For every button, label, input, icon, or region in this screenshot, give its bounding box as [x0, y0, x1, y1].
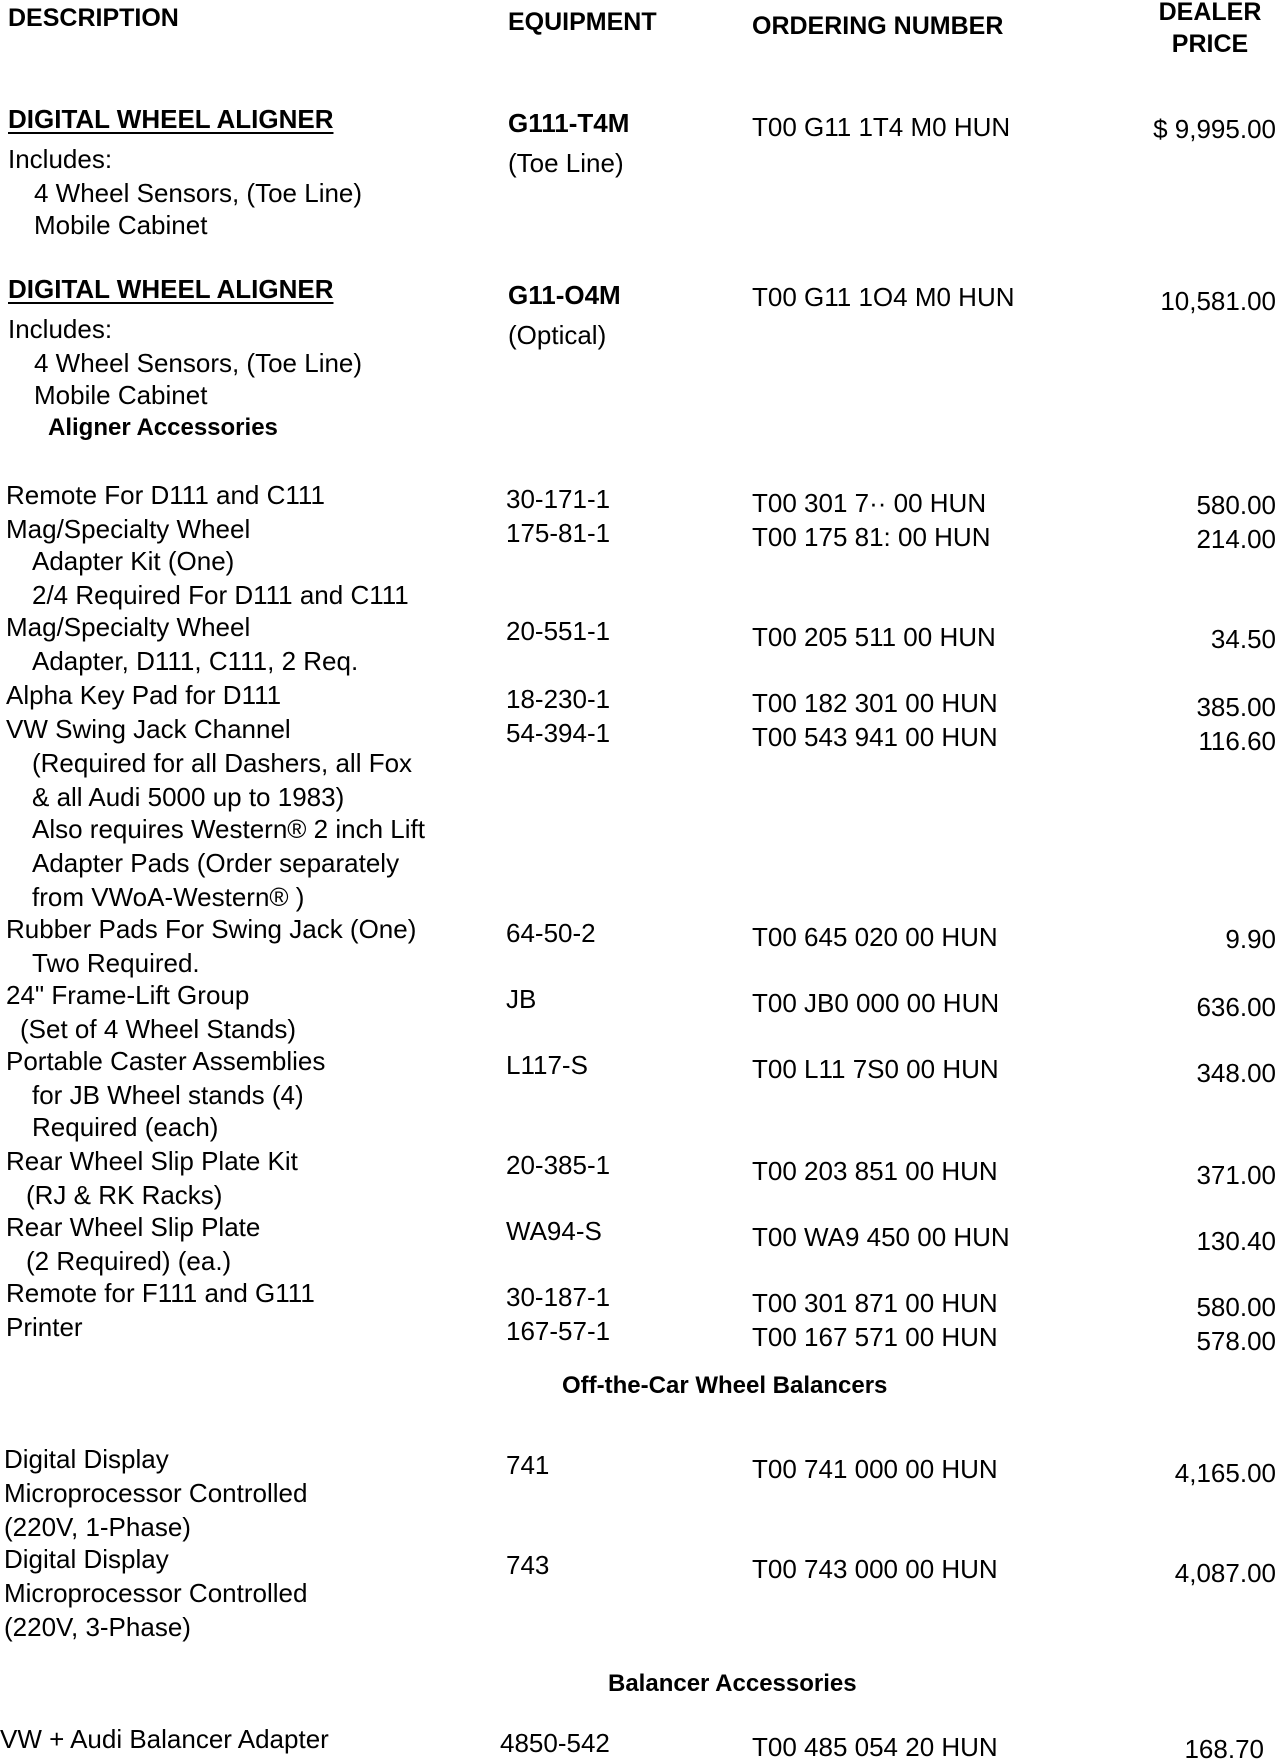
aligner-t4m-equipment-note: (Toe Line)	[508, 148, 624, 178]
item-price: 580.00	[1196, 1292, 1276, 1322]
item-price: 385.00	[1196, 692, 1276, 722]
item-desc: 24" Frame-Lift Group	[6, 980, 250, 1010]
item-ordering: T00 301 871 00 HUN	[752, 1288, 998, 1318]
item-desc-cont: Adapter Pads (Order separately	[32, 848, 400, 878]
aligner-t4m-includes: Includes:	[8, 144, 113, 174]
balancer-ordering: T00 741 000 00 HUN	[752, 1454, 998, 1484]
item-equipment: 54-394-1	[506, 718, 611, 748]
item-desc-cont: Adapter Kit (One)	[32, 546, 235, 576]
item-desc: Rubber Pads For Swing Jack (One)	[6, 914, 417, 944]
item-equipment: L117-S	[506, 1050, 588, 1080]
aligner-t4m-line: Mobile Cabinet	[34, 210, 208, 240]
header-ordering-number: ORDERING NUMBER	[752, 12, 1004, 40]
balancer-equipment: 743	[506, 1550, 550, 1580]
item-price: 580.00	[1196, 490, 1276, 520]
item-equipment: 20-551-1	[506, 616, 611, 646]
balancer-accessory-equipment: 4850-542	[500, 1728, 610, 1758]
section-aligner-accessories: Aligner Accessories	[48, 414, 278, 441]
item-equipment: WA94-S	[506, 1216, 602, 1246]
item-ordering: T00 182 301 00 HUN	[752, 688, 998, 718]
balancer-line: (220V, 3-Phase)	[4, 1612, 191, 1642]
item-desc-cont: Adapter, D111, C111, 2 Req.	[32, 646, 359, 676]
item-price: 34.50	[1210, 624, 1276, 654]
aligner-o4m-title: DIGITAL WHEEL ALIGNER	[8, 274, 334, 304]
item-desc-cont: from VWoA-Western® )	[32, 882, 305, 912]
section-balancer-accessories: Balancer Accessories	[608, 1670, 857, 1697]
item-desc: Mag/Specialty Wheel	[6, 514, 251, 544]
item-ordering: T00 L11 7S0 00 HUN	[752, 1054, 999, 1084]
header-equipment: EQUIPMENT	[508, 8, 657, 36]
item-price: 371.00	[1196, 1160, 1276, 1190]
aligner-t4m-title: DIGITAL WHEEL ALIGNER	[8, 104, 334, 134]
item-desc: Mag/Specialty Wheel	[6, 612, 251, 642]
item-desc-cont: (RJ & RK Racks)	[26, 1180, 223, 1210]
balancer-line: Microprocessor Controlled	[4, 1478, 308, 1508]
item-price: 578.00	[1196, 1326, 1276, 1356]
item-ordering: T00 175 81: 00 HUN	[752, 522, 991, 552]
item-equipment: JB	[506, 984, 537, 1014]
aligner-t4m-line: 4 Wheel Sensors, (Toe Line)	[34, 178, 363, 208]
item-desc-cont: Two Required.	[32, 948, 200, 978]
item-price: 130.40	[1196, 1226, 1276, 1256]
balancer-accessory-ordering: T00 485 054 20 HUN	[752, 1732, 998, 1762]
balancer-price: 4,087.00	[1174, 1558, 1276, 1588]
item-price: 636.00	[1196, 992, 1276, 1022]
item-desc: Remote For D111 and C111	[6, 480, 325, 510]
balancer-line: Microprocessor Controlled	[4, 1578, 308, 1608]
item-price: 116.60	[1198, 726, 1276, 756]
aligner-o4m-ordering: T00 G11 1O4 M0 HUN	[752, 282, 1015, 312]
item-equipment: 64-50-2	[506, 918, 596, 948]
item-desc: Portable Caster Assemblies	[6, 1046, 326, 1076]
item-ordering: T00 301 7·· 00 HUN	[752, 488, 987, 518]
item-desc-cont: Required (each)	[32, 1112, 219, 1142]
item-desc-cont: 2/4 Required For D111 and C111	[32, 580, 409, 610]
balancer-accessory-desc: VW + Audi Balancer Adapter	[0, 1724, 329, 1754]
item-ordering: T00 543 941 00 HUN	[752, 722, 998, 752]
item-desc-cont: (Required for all Dashers, all Fox	[32, 748, 413, 778]
item-desc: Remote for F111 and G111	[6, 1278, 315, 1308]
item-ordering: T00 167 571 00 HUN	[752, 1322, 998, 1352]
item-ordering: T00 WA9 450 00 HUN	[752, 1222, 1010, 1252]
aligner-o4m-line: Mobile Cabinet	[34, 380, 208, 410]
section-wheel-balancers: Off-the-Car Wheel Balancers	[562, 1372, 888, 1399]
header-price: PRICE	[1171, 30, 1249, 58]
aligner-o4m-equipment: G11-O4M	[508, 280, 621, 310]
aligner-o4m-line: 4 Wheel Sensors, (Toe Line)	[34, 348, 363, 378]
balancer-accessory-price: 168.70	[1184, 1734, 1264, 1764]
item-desc-cont: (Set of 4 Wheel Stands)	[20, 1014, 297, 1044]
item-ordering: T00 205 511 00 HUN	[752, 622, 996, 652]
item-desc-cont: (2 Required) (ea.)	[26, 1246, 232, 1276]
item-price: 9.90	[1225, 924, 1276, 954]
item-ordering: T00 645 020 00 HUN	[752, 922, 998, 952]
aligner-o4m-includes: Includes:	[8, 314, 113, 344]
item-desc-cont: Also requires Western® 2 inch Lift	[32, 814, 425, 844]
aligner-o4m-equipment-note: (Optical)	[508, 320, 607, 350]
item-equipment: 30-171-1	[506, 484, 611, 514]
balancer-line: Digital Display	[4, 1444, 169, 1474]
item-equipment: 30-187-1	[506, 1282, 611, 1312]
item-desc: Rear Wheel Slip Plate	[6, 1212, 261, 1242]
item-price: 214.00	[1196, 524, 1276, 554]
item-desc-cont: for JB Wheel stands (4)	[32, 1080, 304, 1110]
item-ordering: T00 203 851 00 HUN	[752, 1156, 998, 1186]
item-equipment: 20-385-1	[506, 1150, 611, 1180]
item-equipment: 18-230-1	[506, 684, 611, 714]
header-dealer: DEALER	[1158, 0, 1262, 26]
aligner-t4m-ordering: T00 G11 1T4 M0 HUN	[752, 112, 1011, 142]
item-desc: VW Swing Jack Channel	[6, 714, 291, 744]
item-desc: Alpha Key Pad for D111	[6, 680, 282, 710]
item-price: 348.00	[1196, 1058, 1276, 1088]
aligner-t4m-equipment: G111-T4M	[508, 108, 630, 138]
item-ordering: T00 JB0 000 00 HUN	[752, 988, 1000, 1018]
balancer-equipment: 741	[506, 1450, 550, 1480]
item-equipment: 175-81-1	[506, 518, 611, 548]
item-desc: Printer	[6, 1312, 83, 1342]
aligner-o4m-price: 10,581.00	[1160, 286, 1276, 316]
balancer-ordering: T00 743 000 00 HUN	[752, 1554, 998, 1584]
aligner-t4m-price: $ 9,995.00	[1153, 114, 1276, 144]
item-desc: Rear Wheel Slip Plate Kit	[6, 1146, 298, 1176]
item-desc-cont: & all Audi 5000 up to 1983)	[32, 782, 345, 812]
balancer-line: (220V, 1-Phase)	[4, 1512, 191, 1542]
balancer-line: Digital Display	[4, 1544, 169, 1574]
header-description: DESCRIPTION	[8, 4, 179, 32]
balancer-price: 4,165.00	[1174, 1458, 1276, 1488]
item-equipment: 167-57-1	[506, 1316, 611, 1346]
